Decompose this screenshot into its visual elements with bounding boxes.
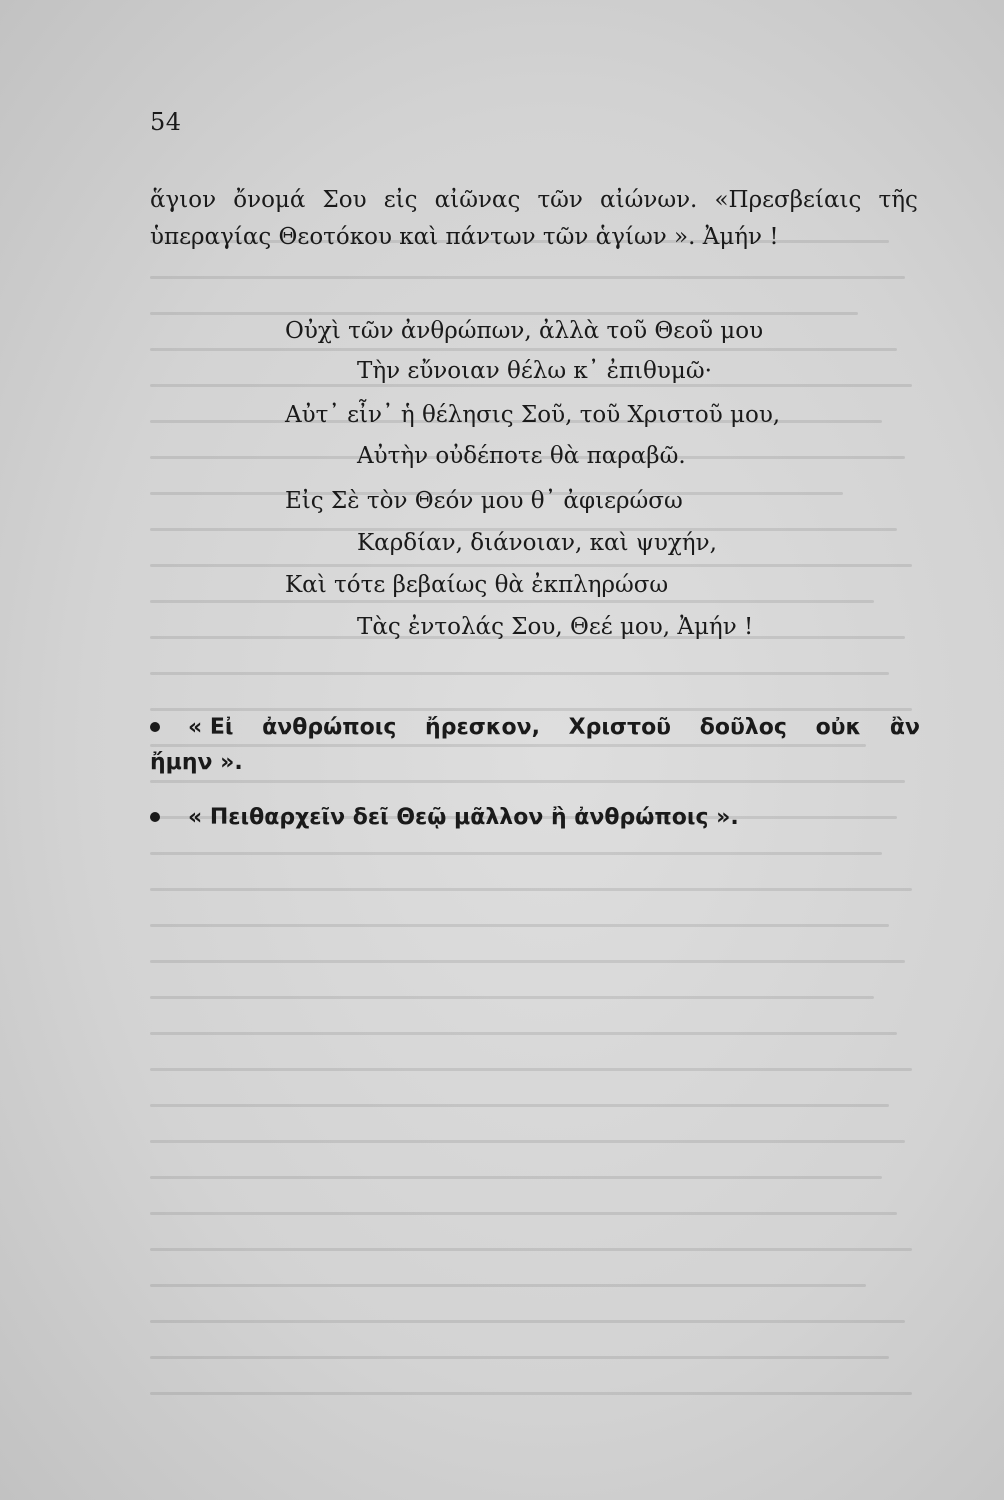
- bullet-icon: [150, 812, 160, 822]
- word: δοῦλος: [699, 715, 787, 740]
- word: εἰς: [383, 187, 418, 213]
- word: τῆς: [878, 187, 918, 213]
- quote-item: [150, 710, 920, 780]
- prose-line-text: ὑπεραγίας Θεοτόκου καὶ πάντων τῶν ἁγίων ». Ἀμήν !: [150, 224, 779, 250]
- poem-verse: Αὐτ᾿ εἶν᾿ ἡ θέλησις Σοῦ, τοῦ Χριστοῦ μου,: [285, 402, 781, 428]
- quote-line: « Πειθαρχεῖν δεῖ Θεῷ μᾶλλον ἢ ἀνθρώποις ».: [188, 805, 739, 830]
- poem-verse: Αὐτὴν οὐδέποτε θὰ παραβῶ.: [357, 443, 686, 469]
- word: Χριστοῦ: [568, 715, 672, 740]
- bullet-icon: [150, 722, 160, 732]
- quote-line: ἤμην ».: [150, 750, 243, 775]
- poem-verse: Καρδίαν, διάνοιαν, καὶ ψυχήν,: [357, 530, 717, 556]
- word: αἰῶνας: [434, 187, 521, 213]
- poem-verse: Τὰς ἐντολάς Σου, Θεέ μου, Ἀμήν !: [357, 614, 754, 640]
- poem-verse: Οὐχὶ τῶν ἀνθρώπων, ἀλλὰ τοῦ Θεοῦ μου: [285, 318, 764, 344]
- quote-line: [188, 710, 920, 745]
- word: Σου: [322, 187, 367, 213]
- prose-line: [150, 219, 918, 256]
- word: «Πρεσβείαις: [714, 187, 862, 213]
- poem-verse: Εἰς Σὲ τὸν Θεόν μου θ᾿ ἀφιερώσω: [285, 488, 683, 514]
- word: ἤρεσκον,: [425, 715, 540, 740]
- page-number: 54: [150, 108, 182, 136]
- word: ἀνθρώποις: [262, 715, 397, 740]
- word: ἂν: [889, 715, 920, 740]
- poem-verse: Τὴν εὔνοιαν θέλω κ᾿ ἐπιθυμῶ·: [357, 358, 712, 384]
- word: αἰώνων.: [600, 187, 698, 213]
- word: ὄνομά: [233, 187, 306, 213]
- quote-item: [150, 800, 920, 835]
- poem-verse: Καὶ τότε βεβαίως θὰ ἐκπληρώσω: [285, 572, 669, 598]
- word: τῶν: [537, 187, 583, 213]
- quote-text: [150, 710, 920, 780]
- word: « Εἰ: [188, 715, 234, 740]
- prose-line: [150, 182, 918, 219]
- word: ἅγιον: [150, 187, 217, 213]
- word: οὐκ: [815, 715, 862, 740]
- prose-paragraph: [150, 182, 918, 256]
- quote-text: [188, 800, 920, 835]
